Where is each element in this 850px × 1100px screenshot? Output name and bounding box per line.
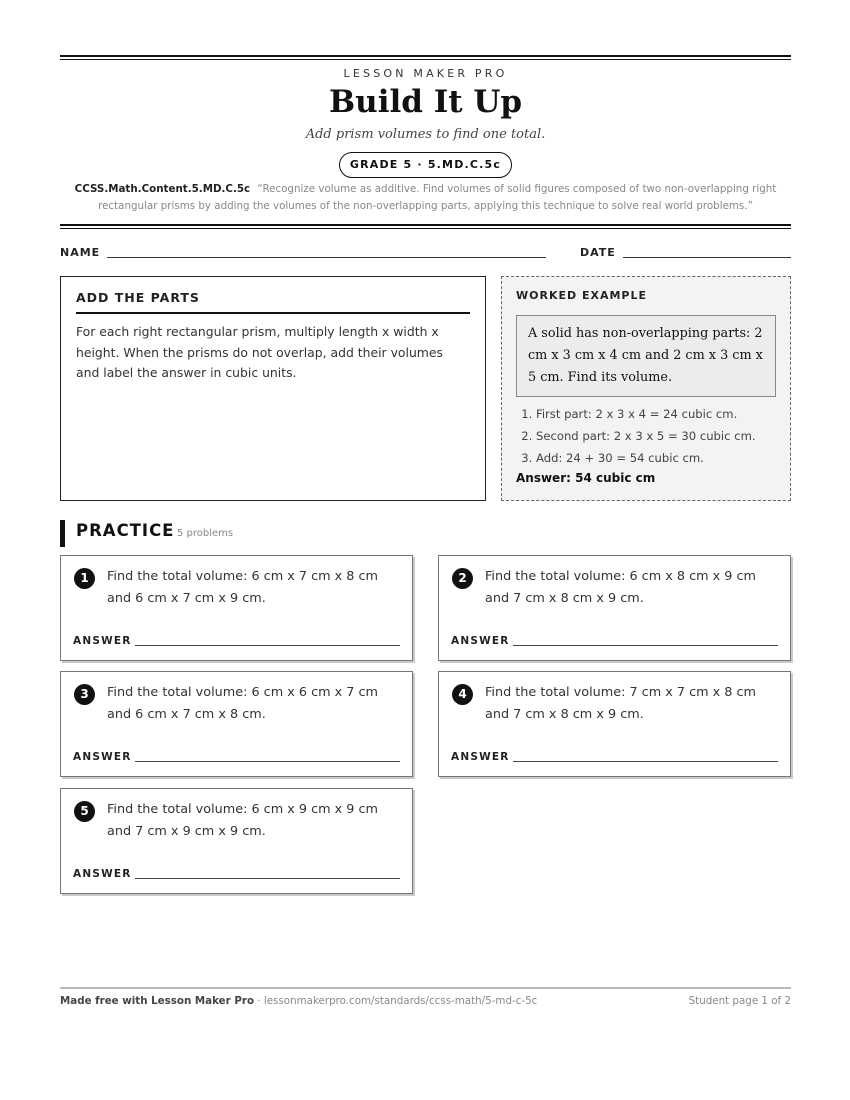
worked-example-step: 1. First part: 2 x 3 x 4 = 24 cubic cm. <box>536 403 776 425</box>
problem-number-badge: 3 <box>74 684 95 705</box>
standard-text: “Recognize volume as additive. Find volumes of solid figures composed of two non-overlapping right rectangular prisms by adding the volumes of the non-overlapping parts, applying this technique to solve real world problems.” <box>98 183 777 212</box>
problem-text: Find the total volume: 7 cm x 7 cm x 8 cm and 7 cm x 8 cm x 9 cm. <box>485 685 757 722</box>
name-label: NAME <box>60 246 101 259</box>
standard-code: CCSS.Math.Content.5.MD.C.5c <box>74 183 251 195</box>
answer-label: ANSWER <box>451 751 510 763</box>
answer-field[interactable] <box>513 761 778 762</box>
answer-field[interactable] <box>135 878 400 879</box>
worked-example-heading: WORKED EXAMPLE <box>516 289 647 302</box>
instructions-box <box>60 276 486 501</box>
worked-example-box <box>501 276 791 501</box>
page-subtitle: Add prism volumes to find one total. <box>305 127 546 142</box>
problem-number-badge: 4 <box>452 684 473 705</box>
footer-url[interactable]: · lessonmakerpro.com/standards/ccss-math/5-md-c-5c <box>254 995 538 1007</box>
worked-example-step: 2. Second part: 2 x 3 x 5 = 30 cubic cm. <box>536 425 776 447</box>
header-top-rule <box>60 55 791 57</box>
problem-card-3 <box>60 671 413 777</box>
practice-title: PRACTICE <box>76 521 175 540</box>
practice-count: 5 problems <box>177 528 234 539</box>
instructions-body: For each right rectangular prism, multiply length x width x height. When the prisms do not overlap, add their volumes and label the answer in cubic units. <box>76 324 443 380</box>
problem-number-badge: 5 <box>74 801 95 822</box>
answer-label: ANSWER <box>451 635 510 647</box>
footer-page-number: Student page 1 of 2 <box>688 995 791 1007</box>
worked-example-steps <box>516 403 776 469</box>
problem-number-badge: 1 <box>74 568 95 589</box>
answer-field[interactable] <box>135 761 400 762</box>
answer-field[interactable] <box>135 645 400 646</box>
worked-example-problem: A solid has non-overlapping parts: 2 cm x 3 cm x 4 cm and 2 cm x 3 cm x 5 cm. Find its volume. <box>516 315 776 397</box>
date-field[interactable] <box>623 257 791 258</box>
page-title: Build It Up <box>328 84 523 120</box>
problem-card-5 <box>60 788 413 894</box>
brand-name: LESSON MAKER PRO <box>343 67 508 80</box>
worked-example-answer: Answer: 54 cubic cm <box>516 471 656 485</box>
problem-text: Find the total volume: 6 cm x 9 cm x 9 cm and 7 cm x 9 cm x 9 cm. <box>107 802 379 839</box>
problem-text: Find the total volume: 6 cm x 7 cm x 8 cm and 6 cm x 7 cm x 9 cm. <box>107 569 379 606</box>
footer-made-with: Made free with Lesson Maker Pro <box>60 995 255 1007</box>
instructions-heading: ADD THE PARTS <box>76 290 470 314</box>
problem-text: Find the total volume: 6 cm x 6 cm x 7 cm and 6 cm x 7 cm x 8 cm. <box>107 685 379 722</box>
problem-number-badge: 2 <box>452 568 473 589</box>
worked-example-step: 3. Add: 24 + 30 = 54 cubic cm. <box>536 447 776 469</box>
date-label: DATE <box>580 246 616 259</box>
footer-credit <box>60 995 537 1007</box>
answer-label: ANSWER <box>73 868 132 880</box>
problem-card-4 <box>438 671 791 777</box>
answer-field[interactable] <box>513 645 778 646</box>
worksheet-page <box>60 0 791 1100</box>
standard-description <box>74 181 777 215</box>
grade-badge: GRADE 5 · 5.MD.C.5c <box>339 152 512 178</box>
header-bottom-rule <box>60 224 791 226</box>
answer-label: ANSWER <box>73 751 132 763</box>
footer-rule <box>60 987 791 989</box>
practice-accent-bar <box>60 520 65 547</box>
name-field[interactable] <box>107 257 546 258</box>
problem-card-1 <box>60 555 413 661</box>
problem-text: Find the total volume: 6 cm x 8 cm x 9 cm and 7 cm x 8 cm x 9 cm. <box>485 569 757 606</box>
problem-card-2 <box>438 555 791 661</box>
answer-label: ANSWER <box>73 635 132 647</box>
